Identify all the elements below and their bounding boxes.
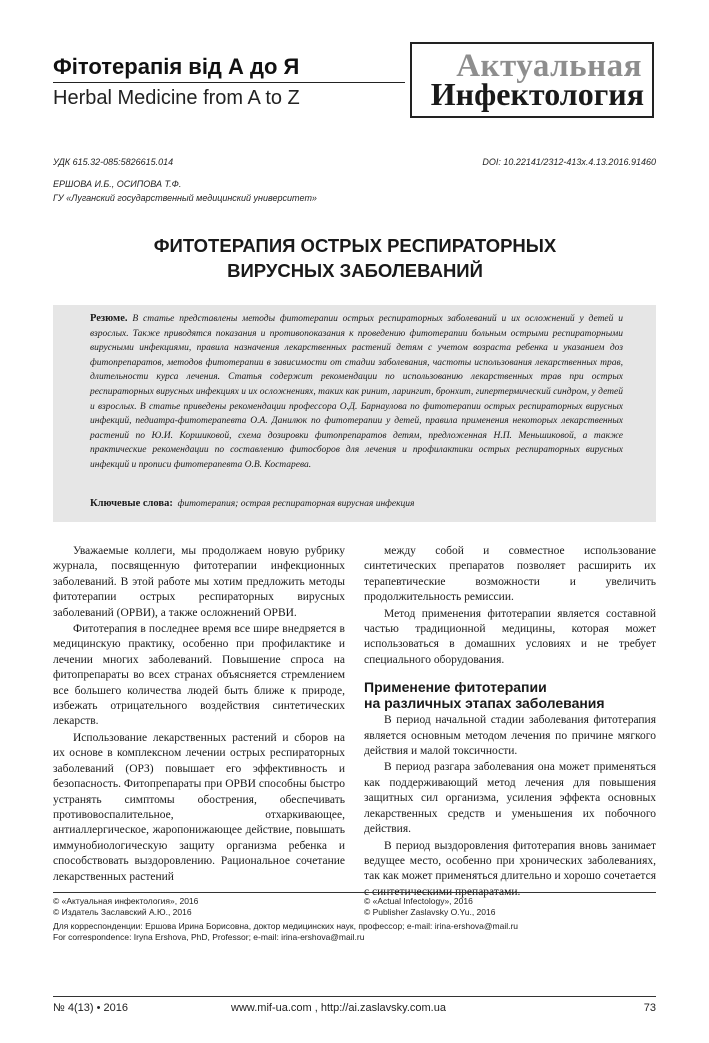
logo-line-1: Актуальная xyxy=(456,48,642,84)
title-line-1: ФИТОТЕРАПИЯ ОСТРЫХ РЕСПИРАТОРНЫХ xyxy=(153,235,557,256)
affiliation: ГУ «Луганский государственный медицинский университет» xyxy=(53,193,317,203)
section-title-ua: Фітотерапія від А до Я xyxy=(53,54,300,79)
page-footer-divider xyxy=(53,996,656,997)
correspondence-ru: Для корреспонденции: Ершова Ирина Борисовна, доктор медицинских наук, профессор; e-mail: irina-ershova@mail.ru xyxy=(53,921,519,931)
website: www.mif-ua.com , http://ai.zaslavsky.com.ua xyxy=(231,1002,446,1014)
section-heading xyxy=(364,679,656,711)
udk-code: УДК 615.32-085:5826615.014 xyxy=(53,157,174,167)
body-column-right xyxy=(364,544,656,901)
header-divider xyxy=(53,82,405,83)
body-column-left xyxy=(53,544,345,886)
paragraph: В период разгара заболевания она может применяться как поддерживающий метод лечения для повышения защитных сил организма, усиления эффекта основных лекарственных средств и уменьшения их побочного действия. xyxy=(364,761,656,836)
authors: ЕРШОВА И.Б., ОСИПОВА Т.Ф. xyxy=(53,179,182,189)
doi: DOI: 10.22141/2312-413x.4.13.2016.91460 xyxy=(482,157,656,167)
section-title-en: Herbal Medicine from A to Z xyxy=(53,87,300,109)
heading-line-1: Применение фитотерапии xyxy=(364,679,547,696)
abstract-label: Резюме. xyxy=(90,313,128,324)
paragraph: В период начальной стадии заболевания фитотерапия является основным методом лечения по причине мягкого действия и малой токсичности. xyxy=(364,714,656,758)
abstract xyxy=(90,312,623,473)
page-number: 73 xyxy=(643,1002,656,1014)
copyright-ru-2: © Издатель Заславский А.Ю., 2016 xyxy=(53,907,192,917)
keywords xyxy=(90,498,623,509)
heading-line-2: на различных этапах заболевания xyxy=(364,695,605,712)
paragraph: Уважаемые коллеги, мы продолжаем новую рубрику журнала, посвященную фитотерапии инфекционных заболеваний. В этой работе мы хотим предложить методы фитотерапии острых респираторных вирусных заболеваний (ОРВИ), а также осложнений ОРВИ. xyxy=(53,545,345,619)
journal-logo xyxy=(410,42,654,118)
keywords-text: фитотерапия; острая респираторная вирусная инфекция xyxy=(177,499,415,509)
copyright-en-2: © Publisher Zaslavsky O.Yu., 2016 xyxy=(364,907,496,917)
article-title xyxy=(60,233,650,283)
footer-divider xyxy=(53,892,656,893)
keywords-label: Ключевые слова: xyxy=(90,498,173,509)
paragraph: Метод применения фитотерапии является составной частью традиционной медицины, которая может использоваться в домашних условиях и не требует специального оборудования. xyxy=(364,607,656,666)
abstract-text: В статье представлены методы фитотерапии острых респираторных заболеваний и их осложнений у детей и взрослых. Также приводятся показания и противопоказания к проведению фитотерапии больным острыми респираторными вирусными инфекциями, правила назначения лекарственных растений детям с учетом возраста ребенка и указанием доз фитопрепаратов, методов фитотерапии в зависимости от стадии заболевания, частоты использования лекарственных трав, длительности курса лечения. Статья содержит рекомендации по использованию лекарственных трав при острых респираторных вирусных инфекциях и их осложнениях, таких как ринит, ларингит, бронхит, гипертермический синдром, у детей и взрослых. В статье приведены рекомендации профессора О.Д. Барнаулова по фитотерапии острых респираторных вирусных инфекций, педиатра-фитотерапевта О.А. Данилюк по фитотерапии у детей, правила применения некоторых лекарственных растений по Ю.И. Коршиковой, схема дозировки фитопрепаратов детям, предложенная Н.П. Меньшиковой, а также практические рекомендации по составлению фитосборов для лечения и профилактики острых респираторных вирусных инфекций и прописи фитотерапевта О.В. Костарева. xyxy=(90,314,623,470)
paragraph: Фитотерапия в последнее время все шире внедряется в медицинскую практику, особенно при профилактике и лечении многих заболеваний. Повышение спроса на фитопрепараты во всех странах объясняется стремлением все большего количества людей быть ближе к природе, избежать отрицательного воздействия синтетических лекарств. xyxy=(53,623,345,728)
issue-number: № 4(13) • 2016 xyxy=(53,1002,128,1014)
paragraph: В период выздоровления фитотерапия вновь занимает ведущее место, особенно при хронических заболеваниях, так как может применяться длительно и хорошо сочетается с синтетическими препаратами. xyxy=(364,839,656,898)
logo-line-2: Инфектология xyxy=(430,76,644,112)
title-line-2: ВИРУСНЫХ ЗАБОЛЕВАНИЙ xyxy=(227,260,483,281)
paragraph: Использование лекарственных растений и сборов на их основе в комплексном лечении острых респираторных заболеваний (ОРЗ) повышает его эффективность и безопасность. Фитопрепараты при ОРВИ способны быстро устранять симптомы обострения, обеспечивать противовоспалительное, отхаркивающее, антиаллергическое, жаропонижающее действие, повышать иммунобиологическую защиту организма ребенка и способствовать выздоровлению. Рациональное сочетание лекарственных растений xyxy=(53,731,345,883)
paragraph: между собой и совместное использование синтетических препаратов позволяет расширить их терапевтические возможности и увеличить продолжительность ремиссии. xyxy=(364,545,656,604)
copyright-en-1: © «Actual Infectology», 2016 xyxy=(364,896,473,906)
copyright-ru-1: © «Актуальная инфектология», 2016 xyxy=(53,896,199,906)
correspondence-en: For correspondence: Iryna Ershova, PhD, Professor; e-mail: irina-ershova@mail.ru xyxy=(53,932,365,942)
